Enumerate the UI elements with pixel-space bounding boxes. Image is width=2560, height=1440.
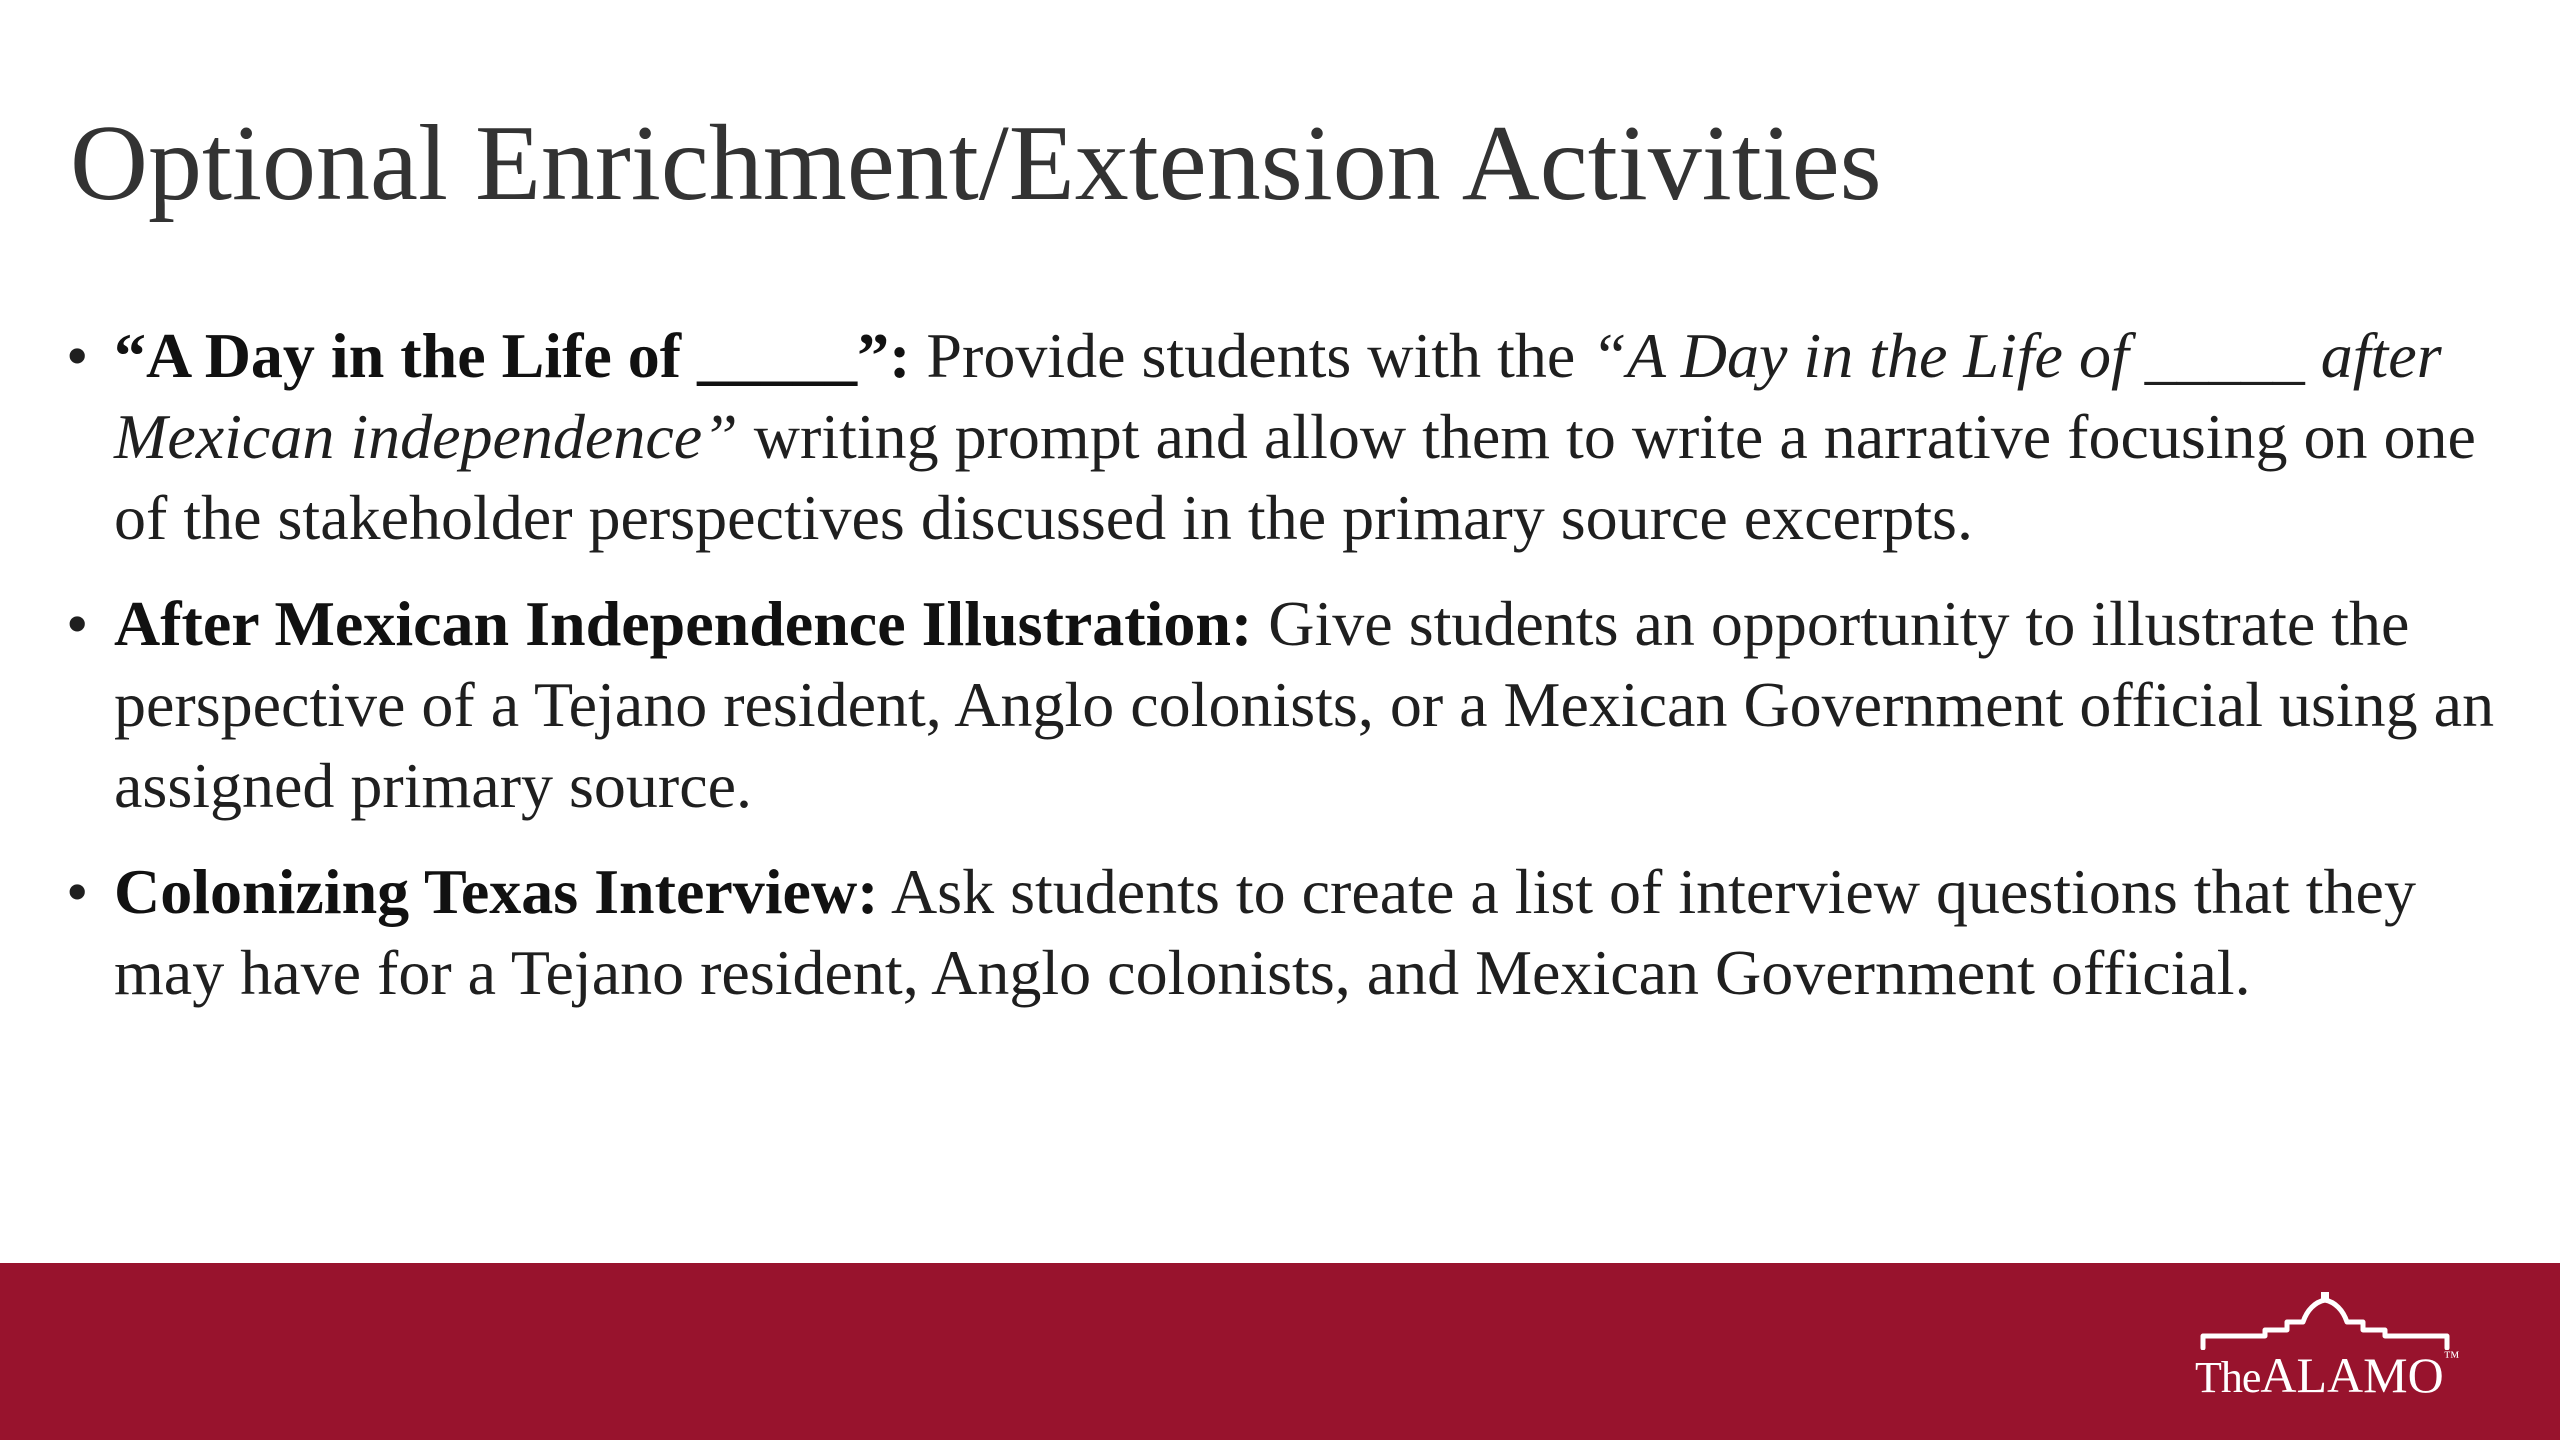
bullet-heading: “A Day in the Life of _____”: [114,320,911,391]
bullet-interview [60,851,2500,1013]
bullet-illustration [60,583,2500,826]
bullet-list [60,315,2500,1038]
bullet-text: writing prompt and allow them to write a narrative focusing on one of the stakeholder perspectives discussed in the primary source excerpts. [114,401,2476,553]
bullet-heading: Colonizing Texas Interview: [114,856,879,927]
slide-title: Optional Enrichment/Extension Activities [70,104,1882,223]
bullet-italic-text: “A Day in the Life of _____ after Mexican independence” [114,320,2442,472]
alamo-facade-icon [2195,1290,2455,1350]
alamo-logo [2195,1290,2459,1403]
bullet-dot: • [66,588,89,659]
bullet-text: Provide students with the [910,320,1592,391]
alamo-logo-text: TheALAMO™ [2195,1347,2459,1403]
footer-bar [0,1263,2560,1440]
bullet-heading: After Mexican Independence Illustration: [114,588,1253,659]
bullet-text: Ask students to create a list of interview questions that they may have for a Tejano resident, Anglo colonists, and Mexican Government official. [114,856,2416,1008]
bullet-day-in-the-life [60,315,2500,558]
bullet-dot: • [66,320,89,391]
bullet-text: Give students an opportunity to illustrate the perspective of a Tejano resident, Anglo colonists, or a Mexican Government official using an assigned primary source. [114,588,2495,821]
bullet-dot: • [66,856,89,927]
